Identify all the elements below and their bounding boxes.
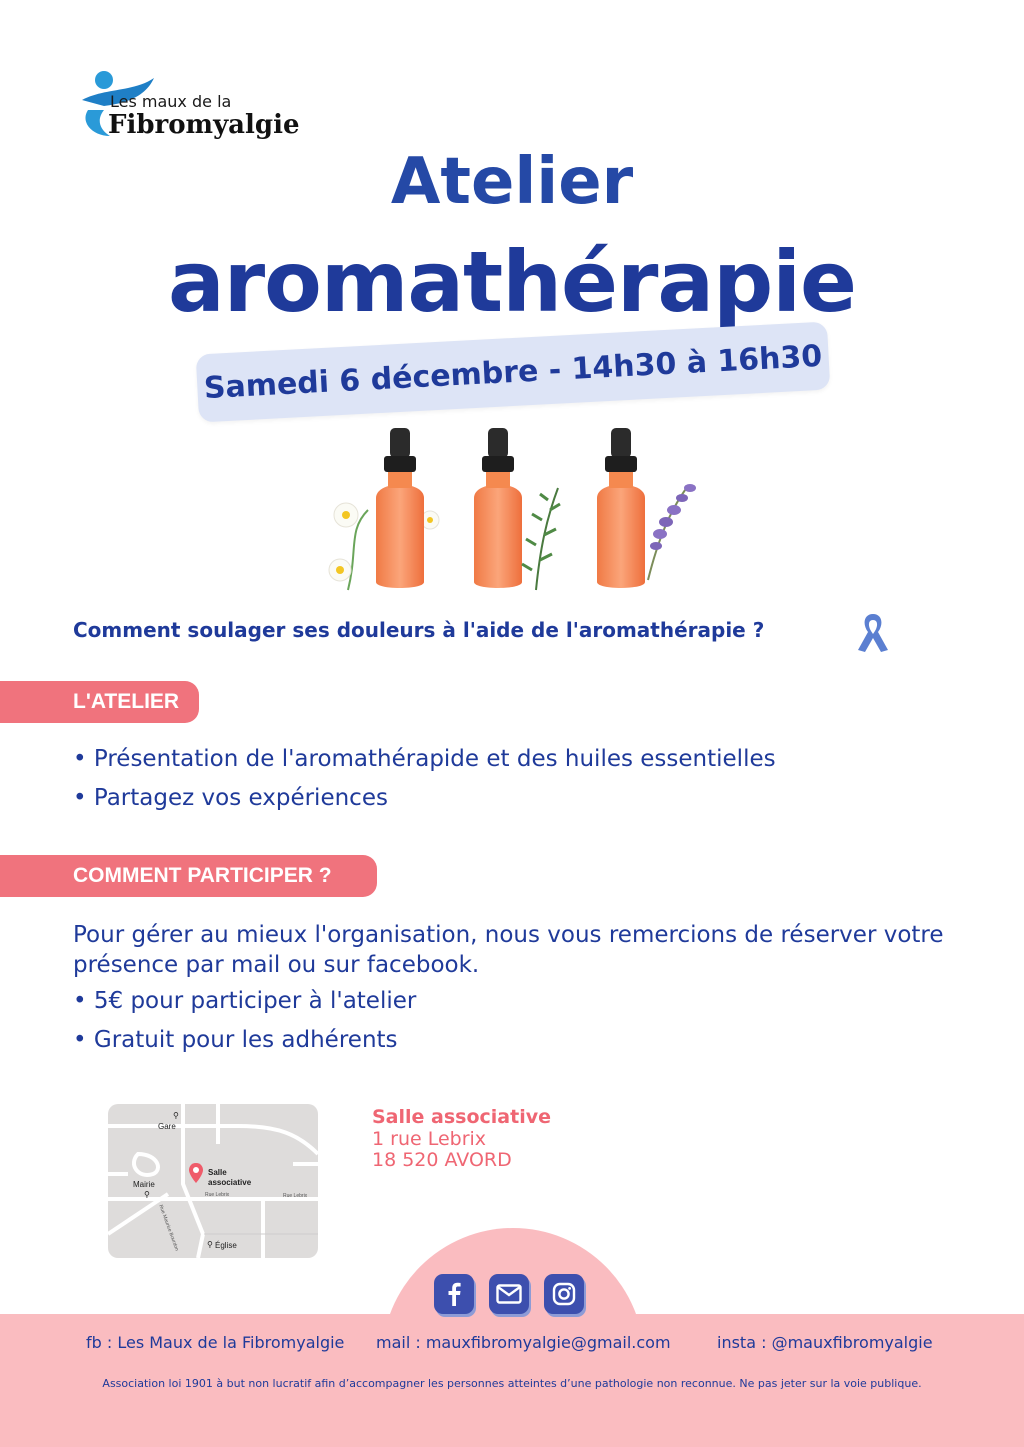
atelier-item: • Présentation de l'aromathérapide et des huiles essentielles [73, 746, 776, 772]
mail-button[interactable] [489, 1274, 529, 1314]
date-text: Samedi 6 décembre - 14h30 à 16h30 [203, 338, 823, 406]
map-label-salle-line2: associative [208, 1178, 252, 1187]
date-badge [196, 322, 831, 423]
footer-facebook-link[interactable]: fb : Les Maux de la Fibromyalgie [86, 1333, 345, 1352]
map-pin-icon: ⚲ [144, 1190, 150, 1199]
map-pin-icon: ⚲ [207, 1240, 213, 1249]
footer-instagram-link[interactable]: insta : @mauxfibromyalgie [717, 1333, 933, 1352]
participation-item: • 5€ pour participer à l'atelier [73, 988, 417, 1014]
map-label-mairie: Mairie [133, 1180, 155, 1189]
location-marker-icon [188, 1162, 204, 1184]
atelier-item: • Partagez vos expériences [73, 785, 388, 811]
bottle-1 [376, 428, 424, 588]
section-header-participer: COMMENT PARTICIPER ? [0, 855, 377, 897]
instagram-icon [552, 1282, 576, 1306]
map-label-gare: Gare [158, 1122, 176, 1131]
map-pin-icon: ⚲ [173, 1111, 179, 1120]
address-street: 1 rue Lebrix [372, 1128, 487, 1150]
map-street-label: Rue Lebrix [283, 1193, 308, 1199]
title-line2: aromathérapie [168, 233, 856, 331]
bottle-2 [474, 428, 522, 588]
bottle-3 [597, 428, 645, 588]
mail-icon [496, 1284, 522, 1304]
facebook-button[interactable] [434, 1274, 474, 1314]
map-street-label: Rue Maurice Bourdon [157, 1204, 180, 1252]
map-street-label: Rue Lebrix [205, 1192, 230, 1198]
rosemary-sprig-icon [522, 488, 560, 590]
logo-text-line2: Fibromyalgie [108, 110, 300, 140]
map-label-salle-line1: Salle [208, 1168, 227, 1177]
participation-item: • Gratuit pour les adhérents [73, 1027, 398, 1053]
awareness-ribbon-icon [852, 610, 894, 654]
facebook-icon [443, 1282, 465, 1306]
title-line1: Atelier [390, 145, 634, 219]
map-label-eglise: Église [215, 1241, 237, 1250]
footer-disclaimer: Association loi 1901 à but non lucratif afin d’accompagner les personnes atteintes d’une pathologie non reconnue. Ne pas jeter sur la voie publique. [102, 1377, 922, 1390]
section-header-atelier: L'ATELIER [0, 681, 199, 723]
instagram-button[interactable] [544, 1274, 584, 1314]
address-venue: Salle associative [372, 1106, 551, 1128]
footer-mail-link[interactable]: mail : mauxfibromyalgie@gmail.com [376, 1333, 671, 1352]
lavender-icon [648, 484, 696, 580]
logo-text-line1: Les maux de la [110, 92, 232, 111]
participation-paragraph: Pour gérer au mieux l'organisation, nous vous remercions de réserver votre présence par mail ou sur facebook. [73, 922, 944, 978]
question-heading: Comment soulager ses douleurs à l'aide de l'aromathérapie ? [73, 618, 765, 642]
address-city: 18 520 AVORD [372, 1149, 512, 1171]
essential-oil-bottles-illustration [318, 420, 718, 600]
location-map [108, 1104, 318, 1258]
